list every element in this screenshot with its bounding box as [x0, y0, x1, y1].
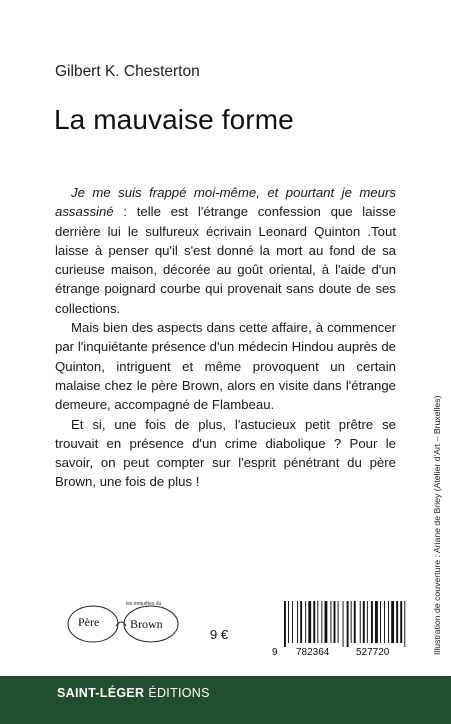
- blurb-paragraph-1: [55, 183, 396, 318]
- publisher-footer-band: [0, 676, 451, 724]
- logo-word-brown: Brown: [130, 617, 163, 631]
- blurb-paragraph-1-text: : telle est l'étrange confession que laisse derrière lui le sulfureux écrivain Leonard Quinton .Tout laisse à penser qu'il s'est donné la mort au fond de sa curieuse maison, décorée au goût oriental, à l'aide d'un étrange poignard courbe qui provenait sans doute de ses collections.: [55, 204, 396, 316]
- barcode-bar: [375, 601, 378, 643]
- barcode-bar: [347, 601, 349, 647]
- barcode-bar: [321, 601, 322, 643]
- barcode-bar: [380, 601, 381, 643]
- isbn-barcode: [272, 601, 410, 661]
- isbn-digit-group-2: 527720: [356, 647, 390, 658]
- barcode-bars: [282, 601, 410, 647]
- barcode-bar: [351, 601, 352, 643]
- book-title: La mauvaise forme: [54, 104, 294, 135]
- barcode-bar: [338, 601, 339, 643]
- isbn-digit-group-1: 782364: [296, 647, 330, 658]
- barcode-bar: [300, 601, 302, 643]
- barcode-bar: [317, 601, 318, 643]
- cover-illustration-credit: Illustration de couverture : Ariane de Briey (Atelier d'Art – Bruxelles): [432, 395, 442, 655]
- isbn-digit-prefix: 9: [272, 647, 278, 658]
- logo-word-pere: Père: [78, 615, 100, 629]
- barcode-bar: [371, 601, 373, 643]
- barcode-bar: [396, 601, 398, 643]
- author-name: Gilbert K. Chesterton: [55, 63, 200, 80]
- barcode-bar: [288, 601, 289, 643]
- logo-small-text: les enquêtes du: [126, 601, 162, 607]
- pere-brown-series-logo: [60, 596, 190, 648]
- barcode-bar: [354, 601, 356, 643]
- barcode-bar: [308, 601, 311, 643]
- barcode-bar: [334, 601, 336, 643]
- barcode-bar: [325, 601, 328, 643]
- barcode-bar: [330, 601, 331, 643]
- barcode-bar: [388, 601, 389, 643]
- price: 9 €: [210, 627, 229, 642]
- barcode-bar: [367, 601, 368, 643]
- barcode-bar: [284, 601, 286, 647]
- barcode-bar: [292, 601, 293, 643]
- isbn-digits: [272, 647, 410, 661]
- publisher-name: SAINT-LÉGER: [57, 686, 145, 700]
- barcode-bar: [400, 601, 402, 643]
- back-cover-blurb: [55, 183, 396, 492]
- blurb-paragraph-2: Mais bien des aspects dans cette affaire, à commencer par l'inquiétante présence d'un médecin Hindou auprès de Quinton, intriguent et même provoquent un certain malaise chez le père Brown, alors en visite dans l'étrange demeure, accompagné de Flambeau.: [55, 320, 396, 413]
- barcode-bar: [391, 601, 394, 643]
- blurb-paragraph-3: Et si, une fois de plus, l'astucieux petit prêtre se trouvait en présence d'un crime diabolique ? Pour le savoir, on peut compter sur l'esprit pénétrant du père Brown, une fois de plus !: [55, 416, 396, 490]
- barcode-bar: [384, 601, 385, 643]
- publisher-suffix: ÉDITIONS: [148, 686, 210, 700]
- barcode-bar: [404, 601, 405, 647]
- barcode-bar: [363, 601, 365, 643]
- publisher-brand: [57, 686, 210, 700]
- barcode-bar: [313, 601, 315, 643]
- series-logo-graphic: [60, 596, 190, 648]
- blurb-quote: Je me suis frappé moi-même, et pourtant je meurs assassiné: [55, 185, 396, 220]
- barcode-bar: [297, 601, 298, 643]
- barcode-bar: [343, 601, 344, 647]
- barcode-bar: [360, 601, 361, 643]
- barcode-bar: [305, 601, 306, 643]
